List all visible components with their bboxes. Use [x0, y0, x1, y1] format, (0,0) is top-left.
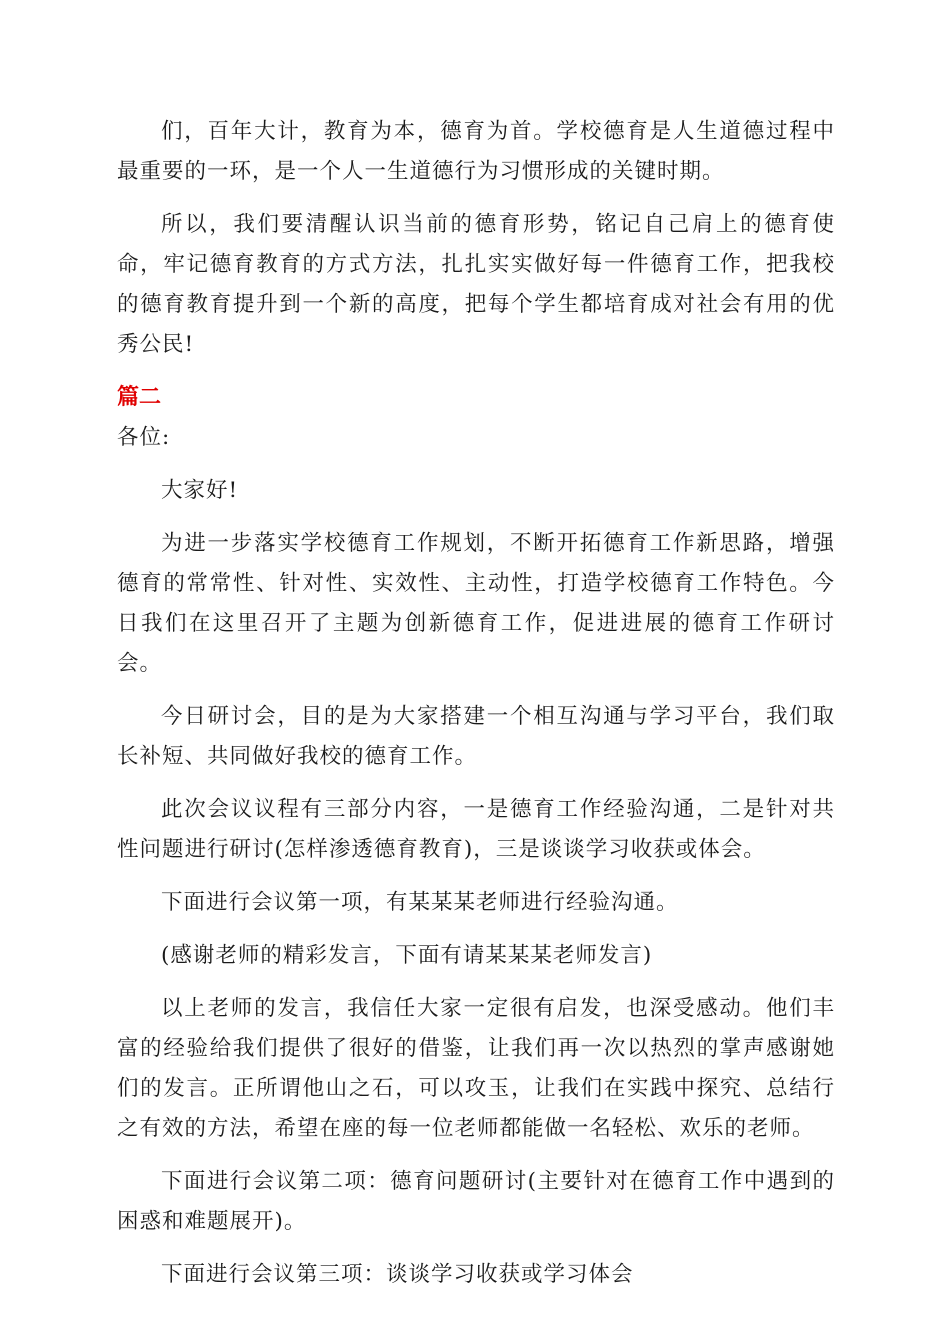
body-paragraph: (感谢老师的精彩发言，下面有请某某某老师发言) [161, 943, 653, 968]
body-paragraph: 为进一步落实学校德育工作规划，不断开拓德育工作新思路，增强德育的常常性、针对性、实效性、主动性，打造学校德育工作特色。今日我们在这里召开了主题为创新德育工作，促进进展的德育工作研讨会。 [117, 531, 835, 676]
body-paragraph: 们，百年大计，教育为本，德育为首。学校德育是人生道德过程中最重要的一环，是一个人一生道德行为习惯形成的关键时期。 [117, 119, 835, 184]
body-paragraph: 以上老师的发言，我信任大家一定很有启发，也深受感动。他们丰富的经验给我们提供了很好的借鉴，让我们再一次以热烈的掌声感谢她们的发言。正所谓他山之石，可以攻玉，让我们在实践中探究、总结行之有效的方法，希望在座的每一位老师都能做一名轻松、欢乐的老师。 [117, 996, 835, 1141]
document-page [117, 112, 835, 1295]
body-paragraph: 下面进行会议第二项：德育问题研讨(主要针对在德育工作中遇到的困惑和难题展开)。 [117, 1169, 835, 1234]
body-paragraph: 下面进行会议第三项：谈谈学习收获或学习体会 [161, 1262, 634, 1287]
section-heading: 篇二 [117, 385, 162, 410]
salutation: 各位: [117, 425, 171, 450]
body-paragraph: 所以，我们要清醒认识当前的德育形势，铭记自己肩上的德育使命，牢记德育教育的方式方法，扎扎实实做好每一件德育工作，把我校的德育教育提升到一个新的高度，把每个学生都培育成对社会有用的优秀公民! [117, 212, 835, 357]
body-paragraph: 此次会议议程有三部分内容，一是德育工作经验沟通，二是针对共性问题进行研讨(怎样渗透德育教育)，三是谈谈学习收获或体会。 [117, 797, 835, 862]
body-paragraph: 下面进行会议第一项，有某某某老师进行经验沟通。 [161, 890, 679, 915]
greeting: 大家好! [161, 478, 239, 503]
body-paragraph: 今日研讨会，目的是为大家搭建一个相互沟通与学习平台，我们取长补短、共同做好我校的德育工作。 [117, 704, 835, 769]
